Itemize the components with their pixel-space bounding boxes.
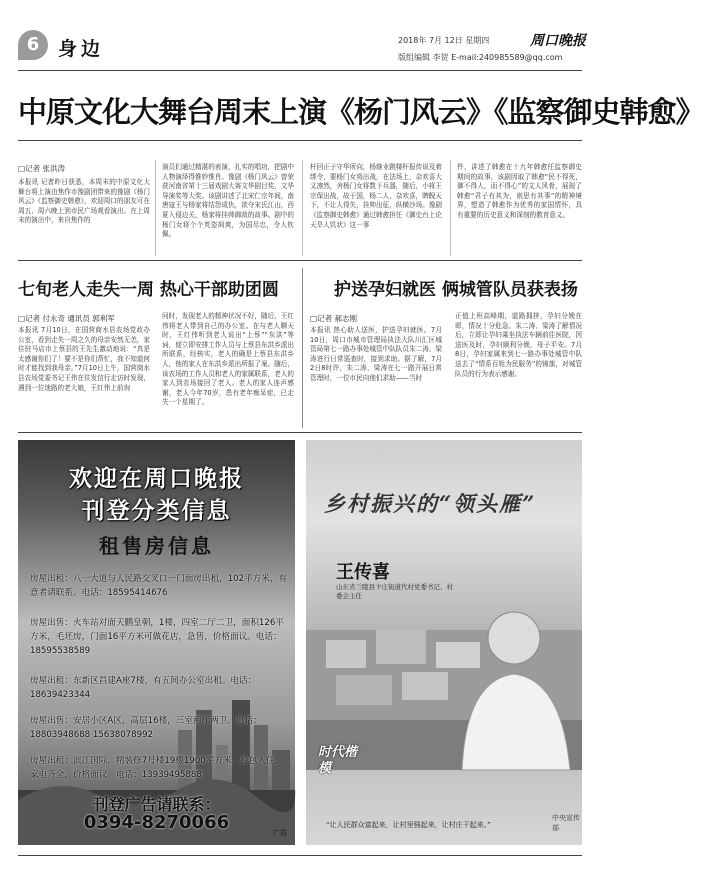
listing-item: 房屋出售：火车站对面天鹏皇朝，1楼，四室二厅二卫，面积126平方米，毛坯房，门面16平方米可做花店，急售，价格面议。电话：18595538589 xyxy=(30,618,284,656)
story3-byline: □记者 郝志刚 xyxy=(310,314,357,323)
story2-byline: □记者 付永奇 通讯员 郭利军 xyxy=(18,314,115,323)
story3-column-1: 本报讯 热心助人送医，护送孕妇就医。7月10日，周口市城市管理局执法大队川汇区城管局第七一路办事处城管中队队员朱二涛、梁涛进行日常巡查时，接到求助。据了解，7月2日8时许，朱二涛、梁涛在七一路开展日常管理时，一位市民向他们求助——当时 xyxy=(310,326,442,382)
story2-column-2: 问时，发现老人的精神状况不好，随后，王红伟将老人带到自己的办公室。在与老人聊天时，王红伟听到老人说出“上蔡”“东洪”等词，便立即安排工作人员与上蔡县东洪乡派出所联系，经核实，老人的确是上蔡县东洪乡人，他的家人在东洪乡派出所报了案。随后，该农场的工作人员和老人的家属联系，老人的家人到农场接回了老人。老人的家人连声感谢，老人今年70岁，患有老年痴呆症，已走失一个星期了。 xyxy=(162,312,294,407)
ad-logo: 中央宣传部 xyxy=(552,814,580,832)
ads-rule xyxy=(18,432,582,433)
story3-column-2: 正值上班高峰期，道路拥挤，孕妇分娩在即，情况十分危急。朱二涛、梁涛了解情况后，立即让孕妇乘坐执法车辆前往医院，因送医及时，孕妇顺利分娩，母子平安。7月8日，孕妇家属来到七一路办事处城管中队送去了“情系百姓为民服务”的锦旗，对城管队员的行为表示感谢。 xyxy=(455,312,582,378)
ad-title-line2: 刊登分类信息 xyxy=(81,498,232,524)
section-title: 身边 xyxy=(58,38,105,60)
column-divider xyxy=(450,160,451,256)
ad-corner-label: 广告 xyxy=(273,829,287,837)
honoree-name: 王传喜 xyxy=(336,562,390,583)
main-byline: □记者 张洪涛 xyxy=(18,164,65,173)
honoree-affiliation: 山东省兰陵县卞庄街道代村党委书记、村委会主任 xyxy=(336,583,453,600)
column-divider xyxy=(155,160,156,256)
listing-item: 房屋出租：滨江国际，精装修7号楼19楼1900平方米，拎包入住，家电齐全，价格面议。电话：13939495888 xyxy=(30,756,284,780)
editor-line: 版组编辑 李贺 E-mail:240985589@qq.com xyxy=(398,53,563,62)
main-column-3: 杆回正子守华所向，杨继业跳楼杆报传说及着绑令，要杨门女将出战，在法场上，杂欢喜大义凛然，舍杨门女将数下兵器，随后，小将王宗保出战，故于国，杨二人，杂欢喜，睥睨天下，不让人得失，挂帅出征，纵横沙场。豫剧《监察御史韩愈》通过韩愈担任《御史台上论天旱人饥状》这一事 xyxy=(310,163,442,229)
vertical-slogan: 时代楷模 xyxy=(318,745,358,776)
main-column-1: 本报讯 记者昨日获悉，本周末的中原文化大舞台将上演由焦作市豫剧团带来的豫剧《杨门风云》《监察御史韩愈》，欢迎周口的朋友可在周五、周六晚上到市民广场观看演出。在上周末的演出中，来自焦作的 xyxy=(18,178,150,225)
headline-rule xyxy=(18,140,582,141)
main-column-4: 件，讲述了韩愈在十九年韩愈任监察御史期间的故事，该剧因取了韩愈“民不得死，御不得人，而不得心”的文人风骨，展现了韩愈“君子有其为，则思有其事”的精神境界，塑造了韩愈作为优秀的家国情怀，具有重要的历史意义和深刻的教育意义。 xyxy=(457,163,582,219)
contact-phone: 0394-8270066 xyxy=(83,812,230,833)
listing-item: 房屋出售：安居小区A区，高层16楼，三室两厅两卫。电话：18803948688 15638078992 xyxy=(30,716,262,740)
header-rule xyxy=(18,70,582,71)
story2-headline: 七旬老人走失一周 热心干部助团圆 xyxy=(18,280,279,300)
portrait-figure xyxy=(456,600,576,770)
main-column-2: 演员们通过精湛的表演，扎实的唱功，把剧中人物演绎得惟妙惟肖。豫剧《杨门风云》曾荣获河南省第十三届戏剧大赛文华剧目奖，文华导演奖等大奖。该剧讲述了北宋仁宗年间，南唐寇王与杨家将结怨成仇，欲夺宋氏江山，西夏入侵边关，杨家将挂帅御敌的故事。剧中的杨门女将个个英姿飒爽，为国尽忠，令人钦佩。 xyxy=(162,163,294,239)
story-divider xyxy=(302,268,303,428)
ad-quote: “让人民群众富起来，让村里强起来，让村庄干起来。” xyxy=(326,821,491,829)
contact-label: 刊登广告请联系： xyxy=(92,795,221,814)
page-number-badge: 6 xyxy=(18,30,48,60)
date-line: 2018年 7月 12日 星期四 xyxy=(398,36,490,45)
story3-headline: 护送孕妇就医 俩城管队员获表扬 xyxy=(334,280,578,300)
ad-headline: 乡村振兴的“领头雁” xyxy=(324,491,537,516)
footer-rule xyxy=(18,855,582,856)
public-service-ad xyxy=(306,440,582,845)
story2-column-1: 本报讯 7月10日，在国营商水县农场党政办公室，看到走失一周之久的母亲安然无恙，家住驻马店市上蔡县的王先生激动地说：“真是太感谢你们了！要不是你们帮忙，我不知道何时才能找到我母亲。”7月10日上午，国营商水县农场党委书记王伟在住发信行走访时发现，遇到一位迷路的老大娘，王红伟上前询 xyxy=(18,326,150,392)
newspaper-brand: 周口晚报 xyxy=(530,33,586,49)
main-headline: 中原文化大舞台周末上演《杨门风云》《监察御史韩愈》 xyxy=(18,95,704,129)
classified-ad xyxy=(18,440,295,845)
ad-subtitle: 租售房信息 xyxy=(99,534,214,558)
listing-item: 房屋出租：八一大道与人民路交叉口一门面房出租，102平方米，有意者请联系。电话：18595414676 xyxy=(30,574,288,598)
ad-title-line1: 欢迎在周口晚报 xyxy=(69,466,244,492)
listing-item: 房屋出租：东新区昌建A座7楼，有五间办公室出租。电话：18639423344 xyxy=(30,676,257,700)
column-divider xyxy=(302,160,303,256)
section-rule xyxy=(18,260,582,261)
